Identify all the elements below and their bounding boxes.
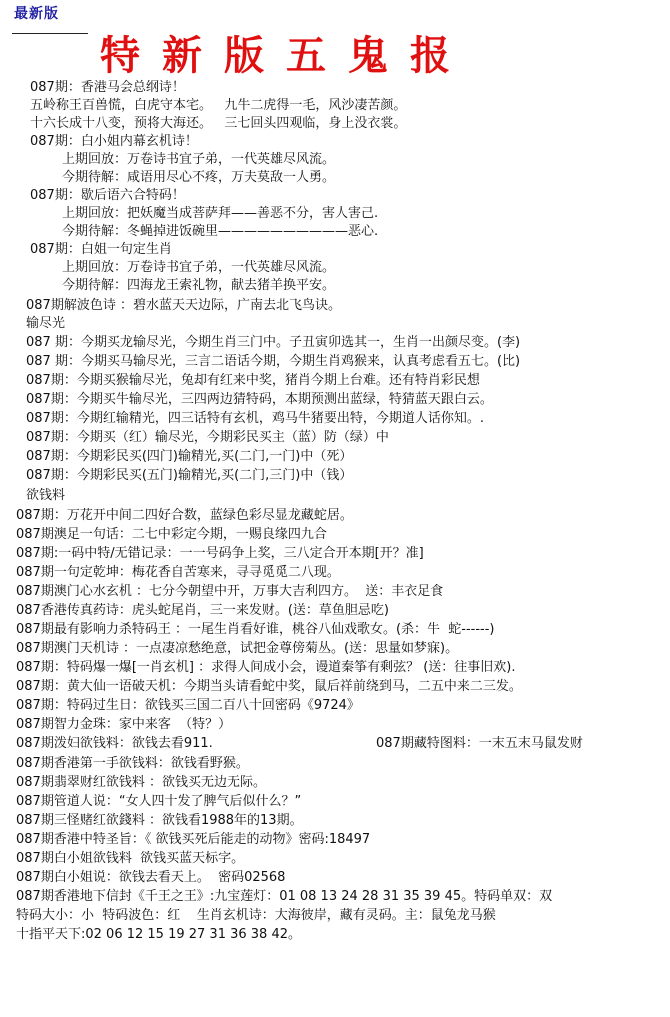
text-line: [26, 448, 352, 466]
text-line: [16, 755, 249, 773]
text-line-content: 087香港传真药诗：虎头蛇尾肖，三一来发财。(送：草鱼胆忌吃): [16, 603, 389, 618]
text-line: [30, 187, 185, 205]
text-line: [16, 850, 244, 868]
text-line: [26, 487, 65, 505]
text-line: [16, 774, 266, 792]
text-line-content: 087期：今期买牛输尽光，三四两边猜特码，本期预测出蓝绿，特猜蓝天跟白云。: [26, 392, 493, 407]
text-line-content: 087期：特码爆一爆[一肖玄机] ：求得人间成小会，谩道秦筝有剩弦？ (送：往事旧欢).: [16, 660, 516, 675]
text-line-content: 087期：歇后语六合特码！: [30, 188, 185, 203]
text-line-content: 输尽光: [26, 316, 66, 331]
text-line: [62, 151, 335, 169]
text-line-content: 087期解波色诗 ：碧水蓝天天边际，广南去北飞鸟诀。: [26, 298, 341, 313]
text-line-content: 欲钱料: [26, 488, 66, 503]
text-line-content: 087期香港中特圣旨：《 欲钱买死后能走的动物》密码:18497: [16, 832, 371, 847]
text-line: [62, 205, 378, 223]
text-line: [16, 926, 301, 944]
text-line: [26, 372, 480, 390]
text-line: [30, 241, 172, 259]
text-line-content: 087期香港第一手欲钱料：欲钱看野猴。: [16, 756, 249, 771]
text-line: [16, 526, 327, 544]
text-line: [16, 659, 516, 677]
text-line: [62, 223, 378, 241]
text-line-content: 087期：今期彩民买(四门)输精光,买(二门,一门)中（死）: [26, 449, 353, 464]
text-line: [26, 391, 493, 409]
text-line-content: 特码大小：小 特码波色：红 生肖玄机诗：大海彼岸，藏有灵码。主：鼠兔龙马猴: [16, 908, 496, 923]
text-line: [16, 907, 496, 925]
text-line: [16, 583, 443, 601]
text-line-content: 087期香港地下信封《千王之王》:九宝莲灯：01 08 13 24 28 31 35 39 45。特码单双：双: [16, 889, 553, 904]
text-line-right: 087期藏特图料：一末五末马鼠发财: [376, 736, 583, 751]
text-line-content: 087期白小姐说：欲钱去看天上。 密码02568: [16, 870, 286, 885]
text-line-content: 087期：白小姐内幕玄机诗！: [30, 134, 198, 149]
text-line: [26, 410, 484, 428]
text-line-content: 087期：万花开中间二四好合数，蓝绿色彩尽显龙藏蛇居。: [16, 508, 353, 523]
text-line-content: 087期：黄大仙一语破天机：今期当头请看蛇中奖，鼠后祥前绕到马，二五中来二三发。: [16, 679, 522, 694]
text-line: [26, 334, 520, 352]
text-line-content: 087期：香港马会总纲诗！: [30, 80, 185, 95]
text-line: [16, 735, 583, 753]
text-line: [26, 429, 389, 447]
text-line-content: 087 期：今期买马输尽光，三言二语话今期，今期生肖鸡猴来，认真考虑看五七。(比): [26, 354, 521, 369]
text-line-content: 今期待解：冬蝇掉进饭碗里——————————恶心.: [62, 224, 379, 239]
text-line-content: 087期智力金珠：家中来客 （特？）: [16, 717, 232, 732]
text-line-content: 087期澳门天机诗 ：一点凄凉愁绝意，试把金尊傍菊丛。(送：思量如梦寐)。: [16, 641, 459, 656]
text-line-content: 十六长成十八变，预将大海还。 三七回头四观临，身上没衣裳。: [30, 116, 407, 131]
text-line: [16, 564, 340, 582]
text-line: [16, 716, 231, 734]
text-line-content: 087期澳门心水玄机 ：七分今朝望中开，万事大吉利四方。 送：丰衣足食: [16, 584, 444, 599]
text-line-content: 十指平天下:02 06 12 15 19 27 31 36 38 42。: [16, 927, 301, 942]
text-line-content: 087期：今期买猴输尽光，兔却有红来中奖，猪肖今期上台难。还有特肖彩民想: [26, 373, 480, 388]
text-line: [16, 697, 360, 715]
text-line-left: 087期泼妇欲钱料：欲钱去看911.: [16, 736, 213, 751]
text-line-content: 087期：今期红输精光，四三话特有玄机，鸡马牛猪要出特，今期道人话你知。.: [26, 411, 484, 426]
text-line-content: 087期白小姐欲钱料 欲钱买蓝天标字。: [16, 851, 245, 866]
text-line-content: 087期一句定乾坤：梅花香自苦寒来，寻寻觅觅二八现。: [16, 565, 340, 580]
text-line: [30, 115, 406, 133]
text-line-content: 今期待解：咸语用尽心不疼，万夫莫敌一人勇。: [62, 170, 336, 185]
text-line: [16, 812, 303, 830]
text-line: [16, 793, 301, 811]
text-line: [16, 621, 495, 639]
text-line-content: 087期三怪赌红欲錢料 ：欲钱看1988年的13期。: [16, 813, 303, 828]
text-line: [26, 315, 65, 333]
text-line: [26, 297, 341, 315]
text-line: [62, 259, 335, 277]
text-line: [62, 277, 335, 295]
text-line: [16, 545, 424, 563]
text-line-content: 上期回放：把妖魔当成菩萨拜——善恶不分，害人害己.: [62, 206, 379, 221]
text-line: [16, 888, 552, 906]
text-line-content: 087期:一码中特/无错记录：一一号码争上奖，三八定合开本期[开？准]: [16, 546, 424, 561]
text-line: [16, 869, 285, 887]
text-line-content: 087期澳足一句话：二七中彩定今期，一赐良缘四九合: [16, 527, 327, 542]
text-line: [16, 602, 389, 620]
text-line-content: 087期：今期买（红）输尽光，今期彩民买主（蓝）防（绿）中: [26, 430, 389, 445]
badge-underline: [12, 33, 88, 34]
text-line: [30, 79, 185, 97]
text-line-content: 087期翡翠财红欲钱料 ：欲钱买无边无际。: [16, 775, 266, 790]
text-line: [16, 507, 353, 525]
text-line-content: 087 期：今期买龙输尽光，今期生肖三门中。子丑寅卯选其一，生肖一出颜尽变。(李): [26, 335, 521, 350]
text-line-content: 087期：特码过生日：欲钱买三国二百八十回密码《9724》: [16, 698, 360, 713]
text-line: [16, 678, 522, 696]
text-line-content: 五岭称王百兽慌，白虎守本宅。 九牛二虎得一毛，风沙凄苦颜。: [30, 98, 407, 113]
text-line: [30, 133, 198, 151]
page-title: 特新版五鬼报: [100, 32, 472, 79]
latest-edition-badge: 最新版: [14, 6, 59, 22]
text-line: [30, 97, 406, 115]
text-line: [26, 353, 520, 371]
text-line: [16, 831, 370, 849]
text-line-content: 上期回放：万卷诗书宜子弟，一代英雄尽风流。: [62, 260, 336, 275]
text-line: [62, 169, 335, 187]
text-line: [16, 640, 458, 658]
text-line-content: 今期待解：四海龙王索礼物，献去猪羊换平安。: [62, 278, 336, 293]
text-line-content: 087期管道人说：“女人四十发了脾气后似什么？”: [16, 794, 302, 809]
text-line-content: 上期回放：万卷诗书宜子弟，一代英雄尽风流。: [62, 152, 336, 167]
text-line-content: 087期：今期彩民买(五门)输精光,买(二门,三门)中（钱）: [26, 468, 353, 483]
text-line-content: 087期最有影响力杀特码王 ：一尾生肖看好谁，桃谷八仙戏歌女。(杀：牛 蛇------): [16, 622, 495, 637]
text-line-content: 087期：白姐一句定生肖: [30, 242, 172, 257]
text-line: [26, 467, 352, 485]
